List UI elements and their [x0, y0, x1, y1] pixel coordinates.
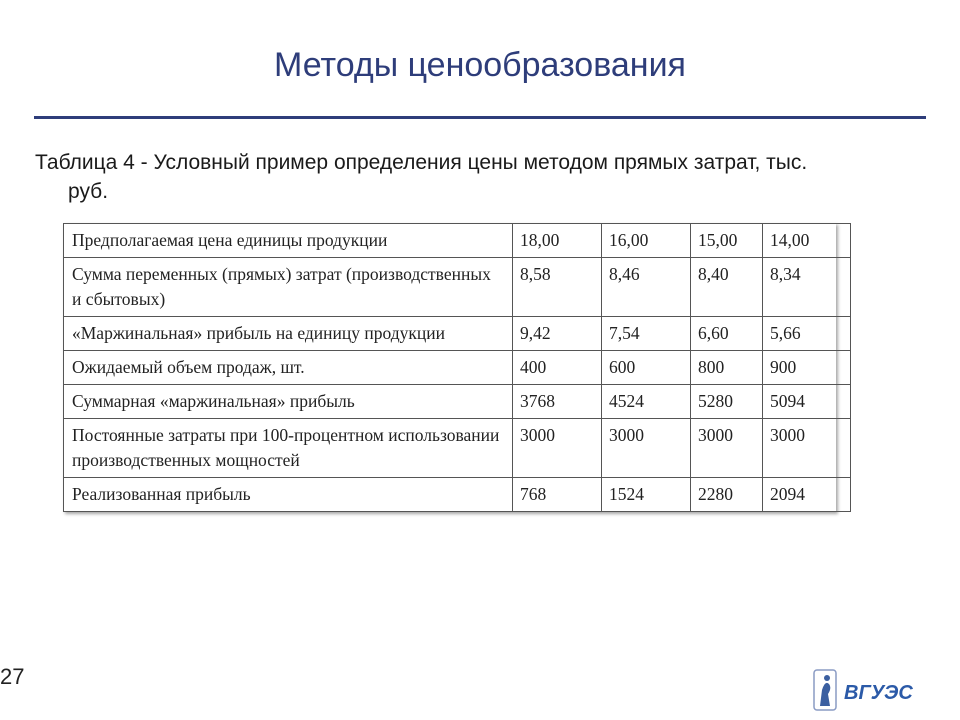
- table-cell: 3000: [513, 419, 602, 478]
- table-cell: 8,46: [602, 258, 691, 317]
- table-row: [64, 385, 851, 419]
- table-cell: 7,54: [602, 317, 691, 351]
- table-cell: 900: [763, 351, 851, 385]
- row-label: Ожидаемый объем продаж, шт.: [64, 351, 513, 385]
- logo-text: ВГУЭС: [844, 682, 913, 704]
- row-label: Сумма переменных (прямых) затрат (производственных и сбытовых): [64, 258, 513, 317]
- caption-line-2: руб.: [68, 180, 109, 203]
- row-label: Суммарная «маржинальная» прибыль: [64, 385, 513, 419]
- row-label: «Маржинальная» прибыль на единицу продукции: [64, 317, 513, 351]
- table-cell: 2280: [691, 478, 763, 512]
- table-row: [64, 419, 851, 478]
- table-cell: 14,00: [763, 224, 851, 258]
- table-cell: 18,00: [513, 224, 602, 258]
- university-logo: [810, 666, 930, 714]
- table-cell: 4524: [602, 385, 691, 419]
- title-divider: [34, 116, 926, 119]
- table-cell: 800: [691, 351, 763, 385]
- row-label: Постоянные затраты при 100-процентном использовании производственных мощностей: [64, 419, 513, 478]
- table-cell: 16,00: [602, 224, 691, 258]
- table-cell: 15,00: [691, 224, 763, 258]
- table-row: [64, 317, 851, 351]
- logo-emblem-icon: [814, 670, 836, 710]
- table-cell: 3768: [513, 385, 602, 419]
- table-cell: 2094: [763, 478, 851, 512]
- table-row: [64, 478, 851, 512]
- table-cell: 3000: [602, 419, 691, 478]
- table-cell: 3000: [691, 419, 763, 478]
- table-cell: 768: [513, 478, 602, 512]
- slide-number: 27: [0, 664, 25, 689]
- table-cell: 9,42: [513, 317, 602, 351]
- table-cell: 5094: [763, 385, 851, 419]
- pricing-table: [63, 223, 851, 512]
- table-cell: 5280: [691, 385, 763, 419]
- table-cell: 5,66: [763, 317, 851, 351]
- caption-line-1: Таблица 4 - Условный пример определения цены методом прямых затрат, тыс.: [35, 151, 808, 174]
- table-caption: [35, 148, 935, 206]
- table-cell: 6,60: [691, 317, 763, 351]
- row-label: Предполагаемая цена единицы продукции: [64, 224, 513, 258]
- table-cell: 8,58: [513, 258, 602, 317]
- table-row: [64, 224, 851, 258]
- table-cell: 1524: [602, 478, 691, 512]
- table-cell: 600: [602, 351, 691, 385]
- pricing-table-container: [63, 223, 836, 512]
- row-label: Реализованная прибыль: [64, 478, 513, 512]
- table-cell: 3000: [763, 419, 851, 478]
- table-row: [64, 351, 851, 385]
- table-row: [64, 258, 851, 317]
- slide-title: Методы ценообразования: [274, 46, 686, 84]
- table-cell: 8,40: [691, 258, 763, 317]
- table-cell: 400: [513, 351, 602, 385]
- table-cell: 8,34: [763, 258, 851, 317]
